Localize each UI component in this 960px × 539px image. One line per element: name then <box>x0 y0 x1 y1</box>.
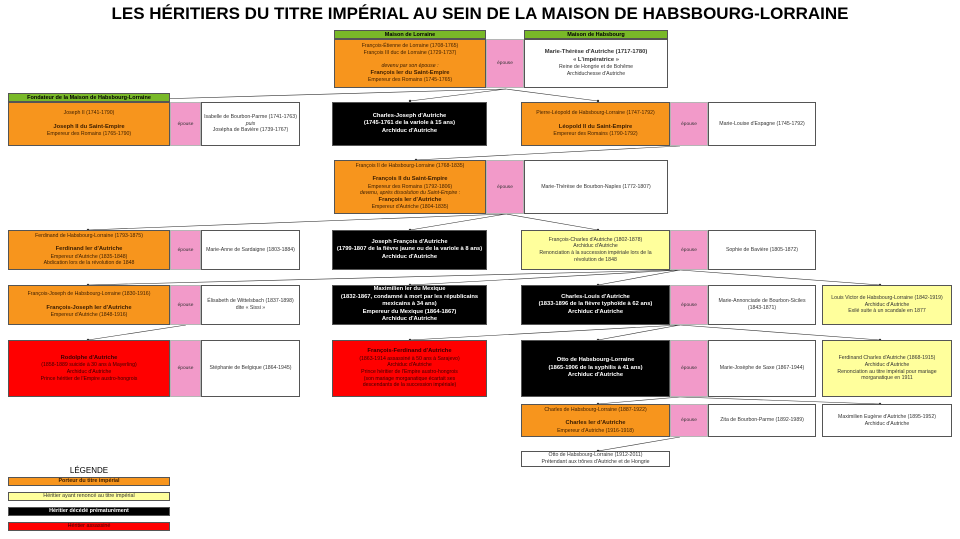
person-joseph-2: Joseph II (1741-1790) Joseph II du Saint-Empire Empereur des Romains (1765-1790) <box>8 102 170 146</box>
spouse-francois-charles: Sophie de Bavière (1805-1872) <box>708 230 816 270</box>
legend-title: LÉGENDE <box>69 466 109 475</box>
person-francois-ferdinand: François-Ferdinand d'Autriche (1863-1914 assassiné à 50 ans à Sarajevo) Archiduc d'Autriche Prince héritier de l'Empire austro-hongrois (son mariage morganatique écartait ses descendants de la succession impériale) <box>332 340 487 397</box>
person-louis-victor: Louis Victor de Habsbourg-Lorraine (1842-1919) Archiduc d'Autriche Exilé suite à un scandale en 1877 <box>822 285 952 325</box>
person-otto: Otto de Habsbourg-Lorraine (1865-1906 de la syphilis à 41 ans) Archiduc d'Autriche <box>521 340 670 397</box>
person-charles-louis: Charles-Louis d'Autriche (1833-1896 de la fièvre typhoïde à 62 ans) Archiduc d'Autriche <box>521 285 670 325</box>
header-fondateur: Fondateur de la Maison de Habsbourg-Lorraine <box>8 93 170 102</box>
person-francois-joseph: François-Joseph de Habsbourg-Lorraine (1830-1916) François-Joseph Ier d'Autriche Empereur d'Autriche (1848-1916) <box>8 285 170 325</box>
person-joseph-francois: Joseph François d'Autriche (1799-1807 de la fièvre jaune ou de la variole à 8 ans) Archiduc d'Autriche <box>332 230 487 270</box>
person-maximilien-eugene: Maximilien Eugène d'Autriche (1895-1952) Archiduc d'Autriche <box>822 404 952 437</box>
marriage-link: épouse <box>170 340 201 397</box>
person-leopold-2: Pierre-Léopold de Habsbourg-Lorraine (1747-1792) Léopold II du Saint-Empire Empereur des Romains (1790-1792) <box>521 102 670 146</box>
legend-item-assassine: Héritier assassiné <box>8 522 170 531</box>
person-francois-2: François II de Habsbourg-Lorraine (1768-1835) François II du Saint-Empire Empereur des Romains (1792-1806) devenu, après dissolution du Saint-Empire : François Ier d'Autriche Empereur d'Autriche (1804-1835) <box>334 160 486 214</box>
person-francois-charles: François-Charles d'Autriche (1802-1878) Archiduc d'Autriche Renonciation à la succession impériale lors de la révolution de 1848 <box>521 230 670 270</box>
marriage-link: épouse <box>670 340 708 397</box>
spouse-ferdinand-1: Marie-Anne de Sardaigne (1803-1884) <box>201 230 300 270</box>
spouse-otto: Marie-Josèphe de Saxe (1867-1944) <box>708 340 816 397</box>
spouse-rodolphe: Stéphanie de Belgique (1864-1945) <box>201 340 300 397</box>
person-charles-joseph: Charles-Joseph d'Autriche (1745-1761 de la variole à 15 ans) Archiduc d'Autriche <box>332 102 487 146</box>
person-maximilien: Maximilien Ier du Mexique (1832-1867, condamné à mort par les républicains mexicains à 34 ans) Empereur du Mexique (1864-1867) Archiduc d'Autriche <box>332 285 487 325</box>
spouse-charles-louis: Marie-Annonciade de Bourbon-Siciles (1843-1871) <box>708 285 816 325</box>
legend-item-renonce: Héritier ayant renoncé au titre impérial <box>8 492 170 501</box>
marriage-link: épouse <box>170 230 201 270</box>
person-ferdinand-charles: Ferdinand Charles d'Autriche (1868-1915) Archiduc d'Autriche Renonciation au titre impérial pour mariage morganatique en 1911 <box>822 340 952 397</box>
person-charles-1: Charles de Habsbourg-Lorraine (1887-1922) Charles Ier d'Autriche Empereur d'Autriche (1916-1918) <box>521 404 670 437</box>
header-maison-lorraine: Maison de Lorraine <box>334 30 486 39</box>
marriage-link: épouse <box>486 160 524 214</box>
person-otto-habsbourg: Otto de Habsbourg-Lorraine (1912-2011) Prétendant aux trônes d'Autriche et de Hongrie <box>521 451 670 467</box>
legend-item-decede: Héritier décédé prématurément <box>8 507 170 516</box>
spouse-leopold-2: Marie-Louise d'Espagne (1745-1792) <box>708 102 816 146</box>
marriage-link: épouse <box>170 102 201 146</box>
person-francois-etienne: François-Étienne de Lorraine (1708-1765) François III duc de Lorraine (1729-1737) devenu par son épouse : François Ier du Saint-Empire Empereur des Romains (1745-1765) <box>334 39 486 88</box>
person-marie-therese: Marie-Thérèse d'Autriche (1717-1780) « L'impératrice » Reine de Hongrie et de Bohême Archiduchesse d'Autriche <box>524 39 668 88</box>
marriage-link: épouse <box>670 285 708 325</box>
spouse-joseph-2: Isabelle de Bourbon-Parme (1741-1763) puis Josépha de Bavière (1739-1767) <box>201 102 300 146</box>
marriage-link: épouse <box>670 230 708 270</box>
marriage-link: épouse <box>170 285 201 325</box>
person-rodolphe: Rodolphe d'Autriche (1858-1889 suicide à 30 ans à Mayerling) Archiduc d'Autriche Prince héritier de l'Empire austro-hongrois <box>8 340 170 397</box>
header-maison-habsbourg: Maison de Habsbourg <box>524 30 668 39</box>
spouse-charles-1: Zita de Bourbon-Parme (1892-1989) <box>708 404 816 437</box>
marriage-link: épouse <box>486 39 524 88</box>
legend-item-porteur: Porteur du titre impérial <box>8 477 170 486</box>
spouse-francois-joseph: Élisabeth de Wittelsbach (1837-1898) dite « Sissi » <box>201 285 300 325</box>
person-ferdinand-1: Ferdinand de Habsbourg-Lorraine (1793-1875) Ferdinand Ier d'Autriche Empereur d'Autriche (1835-1848) Abdication lors de la révolution de 1848 <box>8 230 170 270</box>
marriage-link: épouse <box>670 404 708 437</box>
spouse-francois-2: Marie-Thérèse de Bourbon-Naples (1772-1807) <box>524 160 668 214</box>
marriage-link: épouse <box>670 102 708 146</box>
page-title: LES HÉRITIERS DU TITRE IMPÉRIAL AU SEIN DE LA MAISON DE HABSBOURG-LORRAINE <box>111 4 849 23</box>
